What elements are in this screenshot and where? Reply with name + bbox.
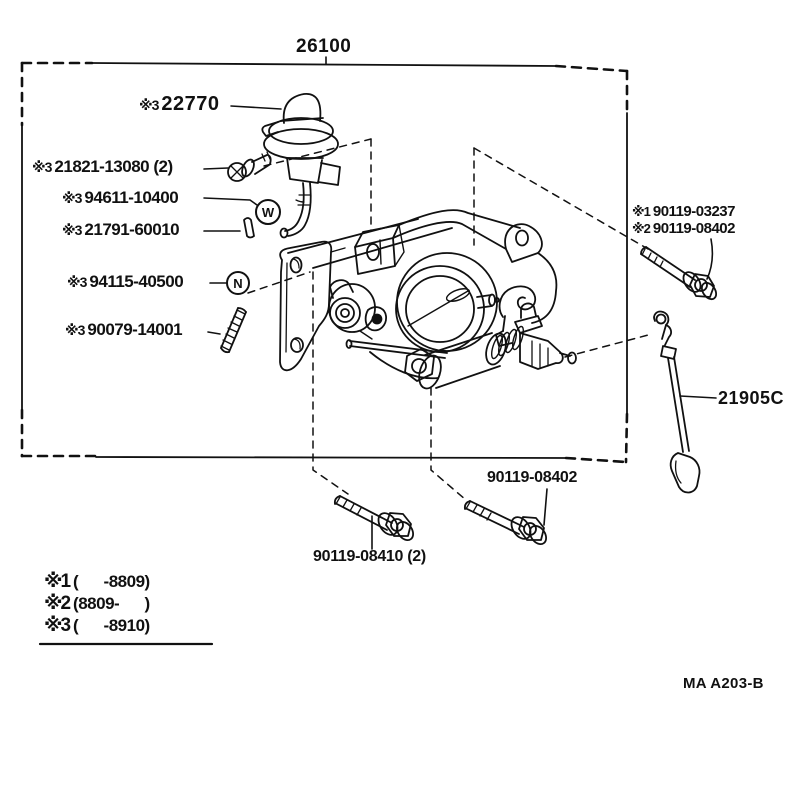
legend-row-1 <box>44 570 150 592</box>
legend-range-2: (8809- ) <box>73 594 150 613</box>
callout-90119-03237-refmark: ※1 <box>632 204 650 219</box>
callout-90119-08402-right <box>632 221 735 237</box>
callout-90079-number: 90079-14001 <box>87 320 183 339</box>
bolt-90119-right <box>641 247 719 302</box>
callout-90119-08402-right-number: 90119-08402 <box>652 220 735 237</box>
callout-22770 <box>139 94 220 114</box>
callout-22770-refmark: ※3 <box>139 97 159 113</box>
legend-row-3 <box>44 614 150 636</box>
callout-94115 <box>67 273 183 291</box>
callout-assembly-26100: 26100 <box>296 36 352 57</box>
callout-94115-refmark: ※3 <box>67 274 87 290</box>
callout-21905c: 21905C <box>718 388 785 408</box>
callout-21821-refmark: ※3 <box>32 159 52 175</box>
callout-90119-08402-right-refmark: ※2 <box>632 221 650 236</box>
bolt-90119-08402-bottom <box>465 501 550 547</box>
callout-21791 <box>62 221 179 239</box>
legend-mark-2: ※2 <box>44 593 70 614</box>
pin-21791 <box>244 218 254 238</box>
legend-range-3: ( -8910) <box>73 616 150 635</box>
washer-letter: W <box>261 205 275 220</box>
drawing-code: MA A203-B <box>683 675 764 692</box>
callout-21791-refmark: ※3 <box>62 222 82 238</box>
callout-90119-03237 <box>632 204 735 220</box>
gasket-plate <box>280 242 331 371</box>
callout-94611-refmark: ※3 <box>62 190 82 206</box>
callout-94611-number: 94611-10400 <box>84 188 179 207</box>
legend-row-2 <box>44 592 150 614</box>
legend-mark-3: ※3 <box>44 615 70 636</box>
callout-90119-08402-bottom: 90119-08402 <box>487 469 578 486</box>
callout-94115-number: 94115-40500 <box>89 272 184 291</box>
callout-21821 <box>32 158 173 176</box>
nut-n-badge <box>227 272 249 294</box>
legend-range-1: ( -8809) <box>73 572 150 591</box>
callout-22770-number: 22770 <box>161 93 220 115</box>
dashpot <box>405 325 576 391</box>
callout-94611 <box>62 189 178 207</box>
callout-90119-03237-number: 90119-03237 <box>652 203 735 220</box>
legend-mark-1: ※1 <box>44 571 70 592</box>
rod-21905c <box>654 312 699 493</box>
callout-90079-refmark: ※3 <box>65 322 85 338</box>
nut-letter: N <box>233 276 243 291</box>
washer-w-badge <box>256 200 280 224</box>
assembly-dashed-lines <box>248 139 652 500</box>
reference-mark-legend <box>44 570 150 636</box>
bolt-90119-08410 <box>335 496 417 543</box>
isc-valve <box>329 280 447 358</box>
throttle-body <box>288 210 556 378</box>
callout-21821-number: 21821-13080 (2) <box>54 157 173 176</box>
callout-90079 <box>65 321 182 339</box>
stud-90079 <box>221 308 246 352</box>
callout-21791-number: 21791-60010 <box>84 220 180 239</box>
callout-90119-08410: 90119-08410 (2) <box>313 548 426 565</box>
